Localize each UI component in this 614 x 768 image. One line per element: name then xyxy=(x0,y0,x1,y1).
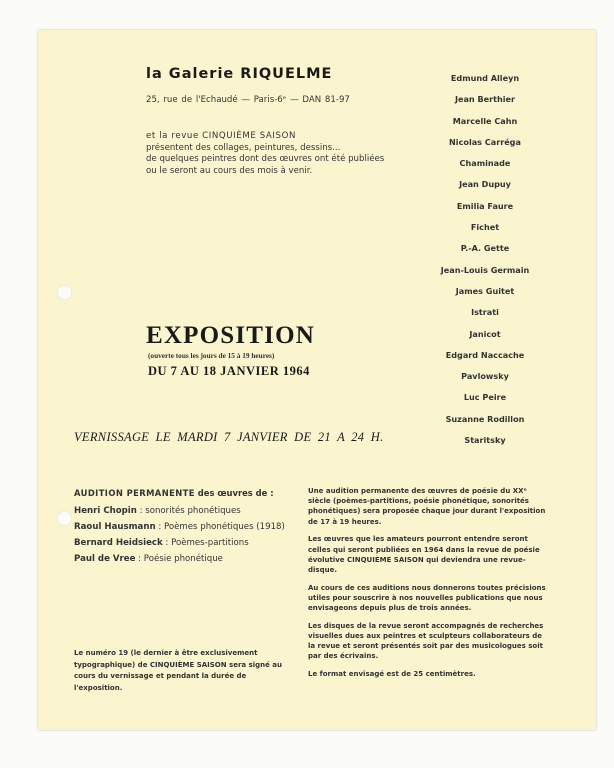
artist-name: Pavlowsky xyxy=(461,371,509,382)
poet-name: Raoul Hausmann xyxy=(74,522,156,532)
audition-heading-bold: AUDITION PERMANENTE xyxy=(74,488,195,498)
list-item xyxy=(74,535,285,551)
artist-list xyxy=(410,68,560,451)
artist-name: P.-A. Gette xyxy=(460,243,510,254)
poet-work: : Poésie phonétique xyxy=(135,554,223,564)
details-paragraph: Au cours de ces auditions nous donnerons toutes précisions utiles pour souscrire à nos nouvelles publications que nous envisageons depuis plus de trois années. xyxy=(308,583,546,613)
artist-name: Istrati xyxy=(471,307,499,318)
audition-heading-rest: des œuvres de : xyxy=(194,488,274,498)
artist-name: Edmund Alleyn xyxy=(450,73,520,83)
artist-name: Chaminade xyxy=(459,158,511,169)
artist-name: Fichet xyxy=(470,222,500,233)
artist-name: Jean Dupuy xyxy=(459,179,511,190)
details-paragraph: Le format envisagé est de 25 centimètres. xyxy=(308,670,476,679)
artist-name: Jean Berthier xyxy=(454,94,516,105)
list-item xyxy=(74,519,285,535)
list-item xyxy=(74,551,285,567)
audition-details xyxy=(308,486,548,687)
exposition-hours: (ouverte tous les jours de 15 à 19 heures) xyxy=(148,351,275,360)
gallery-title: la Galerie RIQUELME xyxy=(146,66,333,82)
artist-name: Janicot xyxy=(469,328,501,339)
artist-name: Edgard Naccache xyxy=(445,349,525,360)
exposition-dates: DU 7 AU 18 JANVIER 1964 xyxy=(148,364,310,378)
artist-name: Suzanne Rodillon xyxy=(445,413,525,424)
intro-line-4: ou le seront au cours des mois à venir. xyxy=(146,165,313,176)
punch-hole-bottom xyxy=(57,511,72,526)
details-paragraph: Les œuvres que les amateurs pourront entendre seront celles qui seront publiées en 1964 dans la revue de poésie évolutive CINQUIÈME SAISON qui deviendra une revue-disque. xyxy=(308,535,540,574)
intro-line-3: de quelques peintres dont des œuvres ont été publiées xyxy=(146,154,385,164)
artist-name: James Guitet xyxy=(455,285,515,296)
poet-work: : sonorités phonétiques xyxy=(136,506,241,516)
issue-note: Le numéro 19 (le dernier à être exclusivement typographique) de CINQUIÈME SAISON sera signé au cours du vernissage et pendant la durée de l'exposition. xyxy=(74,649,283,692)
artist-name: Jean-Louis Germain xyxy=(440,264,530,275)
list-item xyxy=(74,503,285,519)
artist-name: Nicolas Carréga xyxy=(449,136,521,147)
details-paragraph: Les disques de la revue seront accompagnés de recherches visuelles dues aux peintres et sculpteurs collaborateurs de la revue et seront présentés soit par des musicologues soit par des écrivains. xyxy=(308,621,544,661)
artist-name: Marcelle Cahn xyxy=(452,115,518,126)
vernissage-line: VERNISSAGE LE MARDI 7 JANVIER DE 21 A 24 H. xyxy=(74,430,384,444)
poet-name: Bernard Heidsieck xyxy=(74,538,163,548)
poet-name: Henri Chopin xyxy=(74,506,137,516)
gallery-address: 25, rue de l'Echaudé — Paris-6ᵉ — DAN 81-97 xyxy=(146,95,350,105)
intro-text xyxy=(146,131,396,177)
audition-list xyxy=(74,503,285,567)
punch-hole-top xyxy=(57,285,72,300)
artist-name: Staritsky xyxy=(464,435,506,446)
artist-name: Emilia Faure xyxy=(456,200,514,211)
poet-name: Paul de Vree xyxy=(74,554,136,564)
poet-work: : Poèmes-partitions xyxy=(162,538,249,548)
details-paragraph: Une audition permanente des œuvres de poésie du XXᵉ siècle (poèmes-partitions, poésie phonétique, sonorités phonétiques) sera proposée chaque jour durant l'exposition de 17 à 19 heures. xyxy=(308,487,546,526)
exposition-title: EXPOSITION xyxy=(146,322,315,349)
audition-heading xyxy=(74,488,274,498)
poet-work: : Poèmes phonétiques (1918) xyxy=(155,522,285,532)
intro-line-2: présentent des collages, peintures, dessins... xyxy=(146,142,341,153)
intro-line-1: et la revue CINQUIÈME SAISON xyxy=(146,131,296,141)
artist-name: Luc Peire xyxy=(463,392,507,403)
